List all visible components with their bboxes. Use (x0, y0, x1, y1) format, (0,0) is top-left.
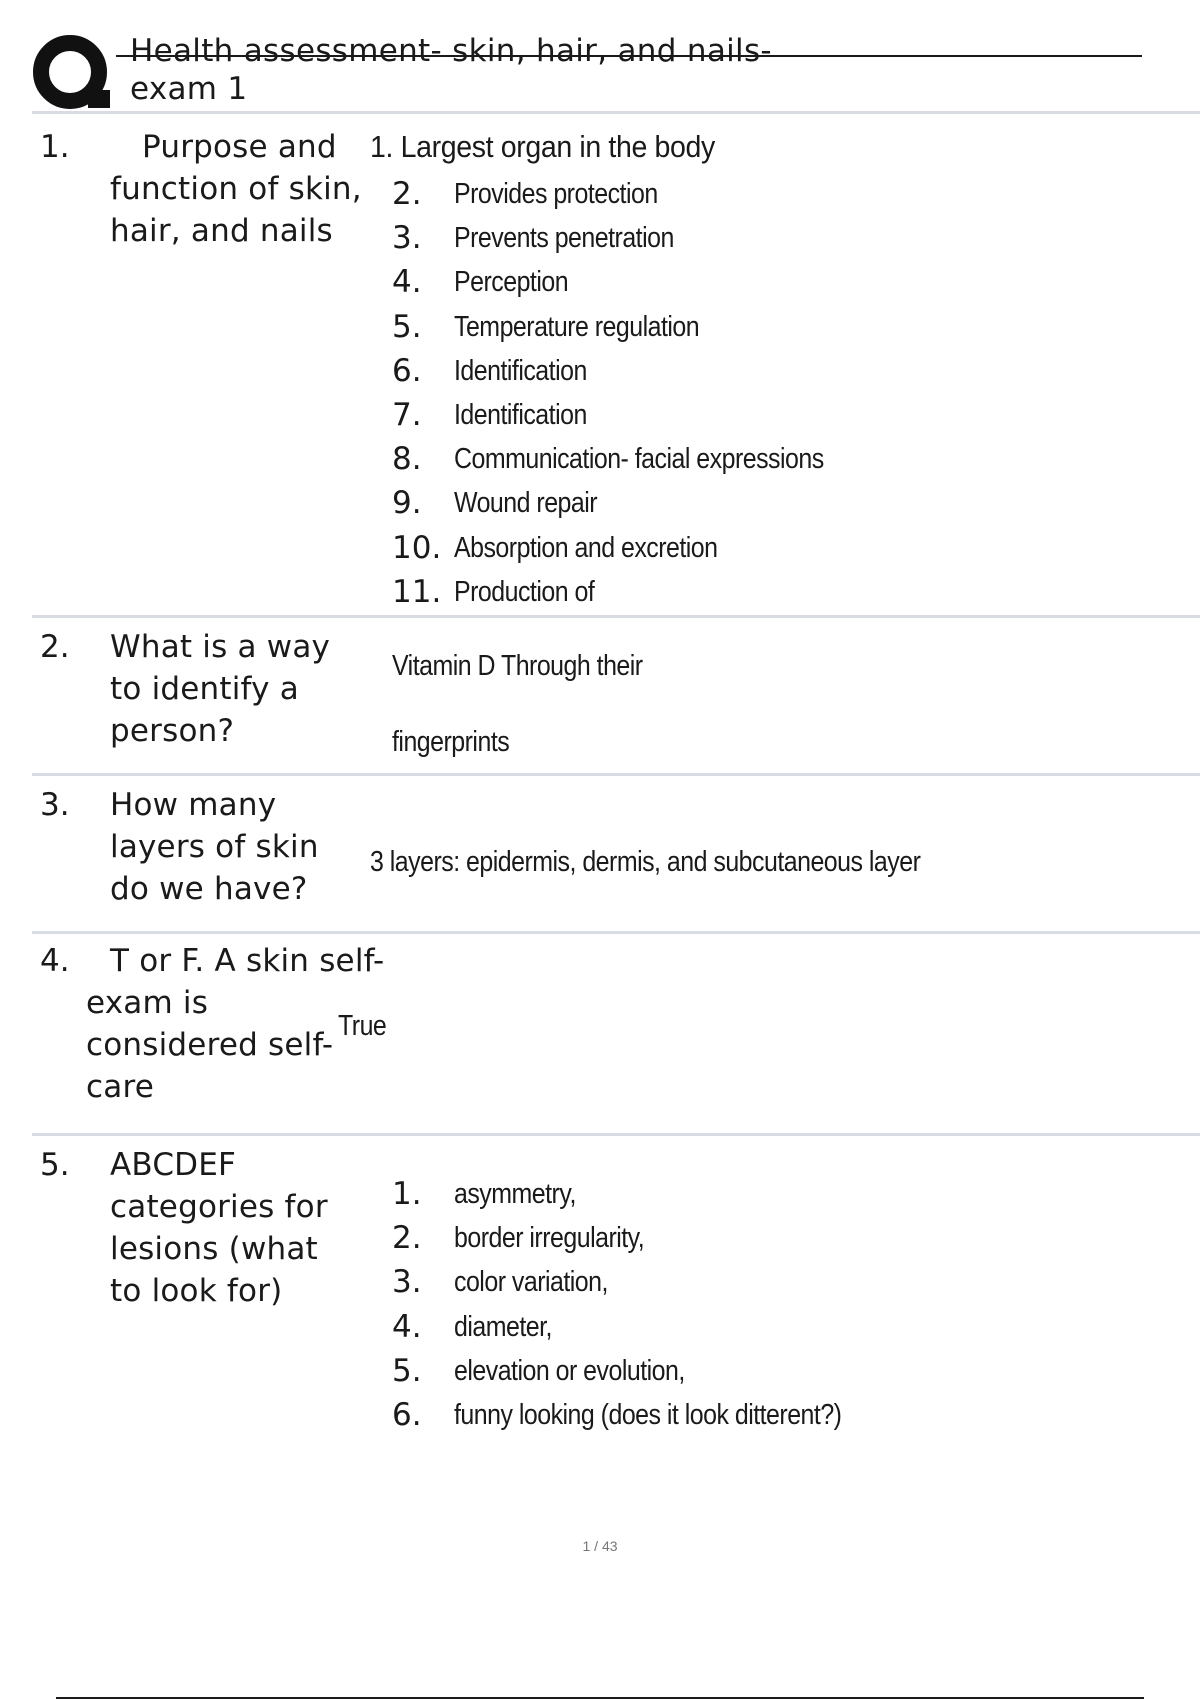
list-item-number: 8. (392, 441, 422, 478)
list-item-text: Absorption and excretion (454, 531, 718, 564)
list-item-number: 9. (392, 485, 422, 522)
list-item-number: 3. (392, 220, 422, 257)
list-item-number: 5. (392, 1352, 422, 1389)
question-number: 3. (40, 787, 70, 823)
list-item-number: 2. (392, 1220, 422, 1257)
list-item-text: Perception (454, 266, 569, 299)
question-text-content: Purpose and function of skin, hair, and nails (110, 129, 362, 249)
question-text (110, 126, 410, 252)
flashcard-5 (32, 1136, 1200, 1436)
q-logo-icon (32, 32, 112, 112)
answer-line-2: fingerprints (392, 726, 510, 758)
question-text: ABCDEF categories for lesions (what to look for) (110, 1147, 328, 1309)
list-item-number: 4. (392, 264, 422, 301)
list-item-text: Identification (454, 354, 587, 387)
list-item-number: 5. (392, 308, 422, 345)
question-text-content: T or F. A skin self-exam is considered self-care (86, 943, 385, 1105)
list-item-text: border irregularity, (454, 1222, 645, 1255)
list-item-text: Production of (454, 575, 595, 608)
footer-divider (56, 1697, 1144, 1699)
header-divider (32, 111, 1200, 114)
list-item-number: 3. (392, 1264, 422, 1301)
answer-text: 3 layers: epidermis, dermis, and subcutaneous layer (370, 846, 921, 878)
question-number: 2. (40, 629, 70, 665)
list-item-text: Communication- facial expressions (454, 443, 824, 476)
list-item-text: Identification (454, 398, 587, 431)
flashcard-1 (32, 118, 1200, 618)
answer-text: True (338, 1010, 387, 1042)
list-item-text: Wound repair (454, 487, 598, 520)
list-item-text: asymmetry, (454, 1178, 576, 1210)
list-item-number: 7. (392, 396, 422, 433)
flashcard-3 (32, 776, 1200, 934)
document-header (32, 28, 1142, 112)
question-text: What is a way to identify a person? (110, 629, 331, 749)
flashcard-4 (32, 934, 1200, 1136)
list-item-number: 2. (392, 176, 422, 212)
list-item-text: Provides protection (454, 178, 658, 210)
page-indicator: 1 / 43 (582, 1538, 618, 1554)
list-item-text: Prevents penetration (454, 222, 674, 255)
flashcard-2 (32, 618, 1200, 776)
question-number: 4. (40, 943, 70, 979)
list-item-text: elevation or evolution, (454, 1354, 685, 1387)
list-item-number: 6. (392, 352, 422, 389)
list-item-number: 11. (392, 573, 442, 610)
answer-first-line: 1. Largest organ in the body (370, 129, 715, 164)
list-item-text: diameter, (454, 1310, 552, 1343)
list-item-text: Temperature regulation (454, 310, 700, 343)
document-title (130, 32, 772, 108)
document-title-line2: exam 1 (130, 71, 248, 107)
list-item-text: funny looking (does it look ditterent?) (454, 1398, 842, 1431)
answer-line-1: Vitamin D Through their (392, 650, 643, 682)
list-item-number: 10. (392, 529, 442, 566)
list-item-number: 6. (392, 1396, 422, 1433)
question-text: How many layers of skin do we have? (110, 787, 319, 907)
document-title-line1: Health assessment- skin, hair, and nails- (130, 33, 772, 69)
question-number: 1. (40, 129, 70, 165)
question-number: 5. (40, 1147, 70, 1183)
list-item-number: 4. (392, 1308, 422, 1345)
list-item-number: 1. (392, 1176, 422, 1212)
list-item-text: color variation, (454, 1266, 608, 1299)
